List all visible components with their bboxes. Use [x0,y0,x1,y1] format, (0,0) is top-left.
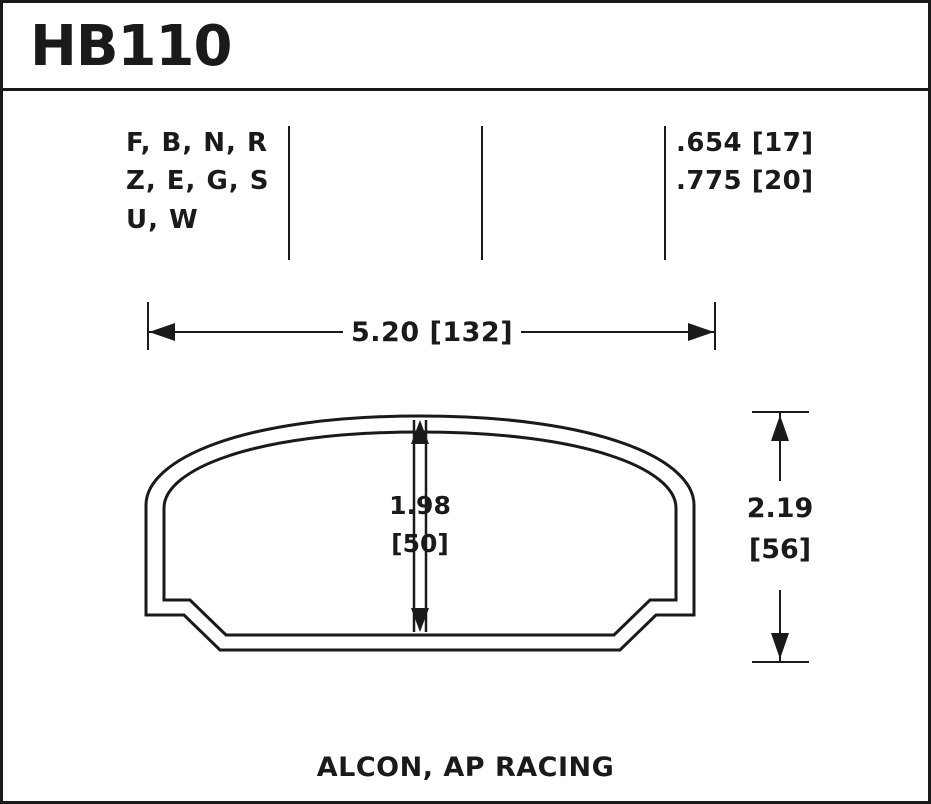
compound-code-list [126,124,269,239]
frame-border-top [0,0,931,3]
header-separator-3 [664,126,666,260]
part-number-title: HB110 [30,14,232,79]
pad-thickness-inches: 1.98 [389,491,451,520]
height-arrow-down [771,633,789,659]
width-arrow-right [688,323,714,341]
height-inches: 2.19 [746,493,814,524]
frame-border-left [0,0,3,804]
height-arrow-up [771,415,789,441]
compound-code-row-3: U, W [126,204,199,235]
height-mm: [56] [748,533,812,565]
pad-thickness-label [330,487,510,562]
header-separator-1 [288,126,290,260]
thickness-value-list [676,124,814,201]
width-dimension-label: 5.20 [132] [343,317,521,348]
title-divider [0,88,931,91]
height-cap-bottom [752,661,809,663]
thickness-value-1: .654 [17] [676,128,814,158]
width-arrow-left [149,323,175,341]
manufacturer-caption: ALCON, AP RACING [316,752,615,783]
thickness-value-2: .775 [20] [676,166,814,197]
height-dimension-label [700,489,860,570]
header-separator-2 [481,126,483,260]
compound-code-row-2: Z, E, G, S [126,166,270,197]
pad-thickness-mm: [50] [391,528,449,558]
compound-code-row-1: F, B, N, R [126,128,268,158]
width-extension-right [714,302,716,350]
